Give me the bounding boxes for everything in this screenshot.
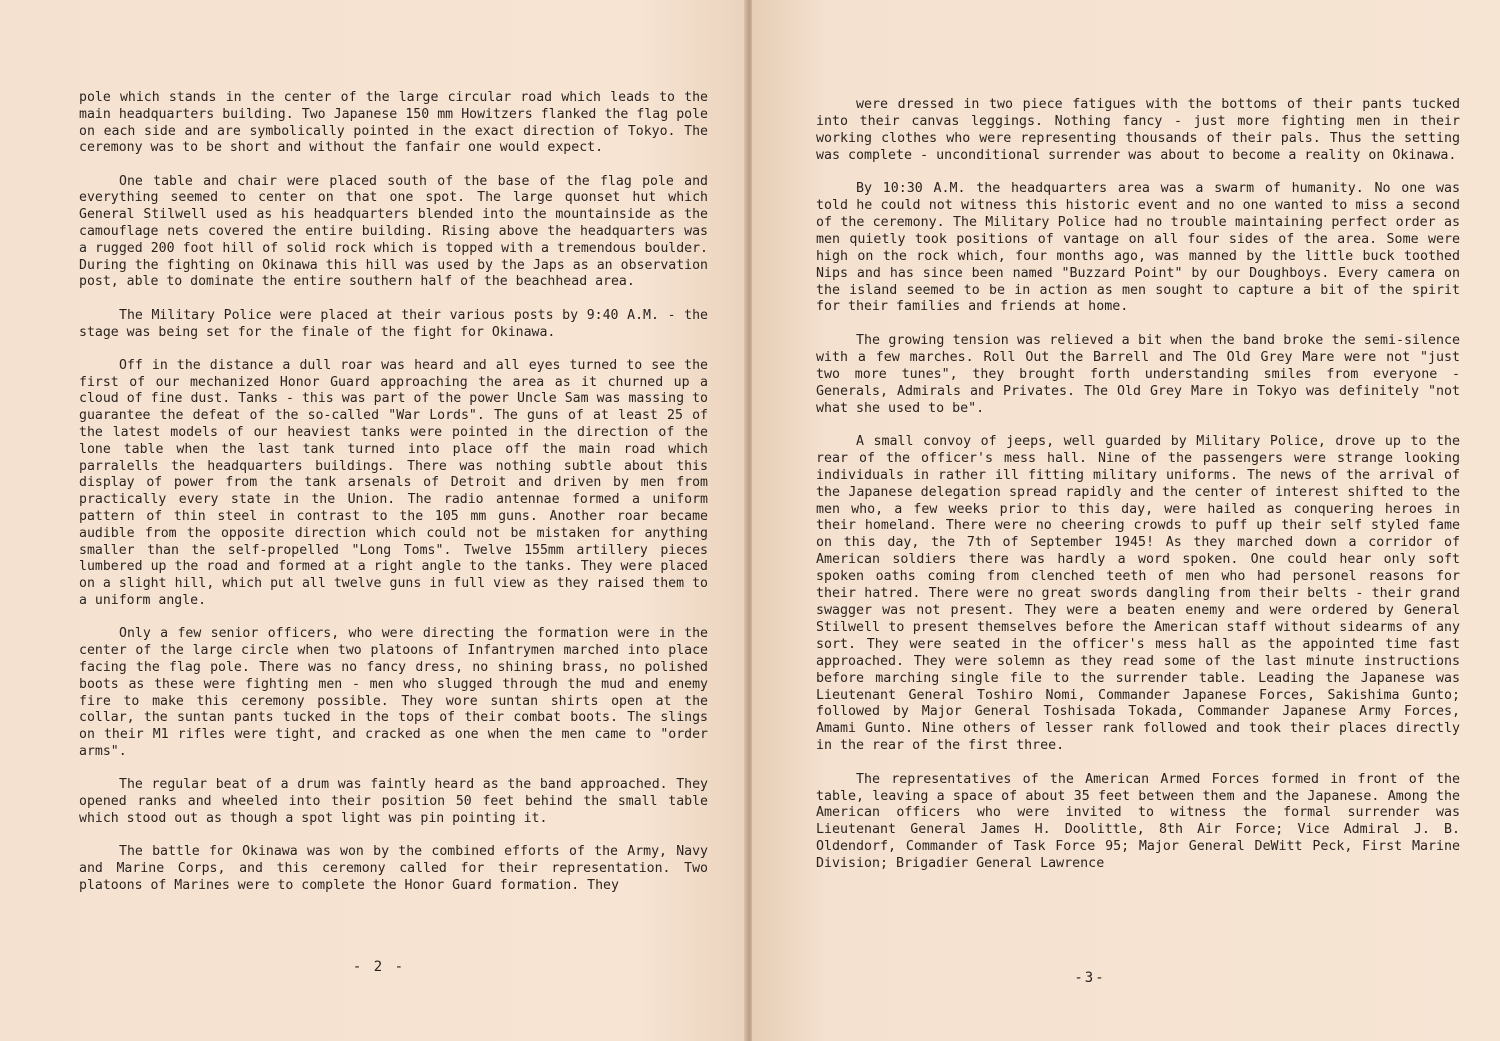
paragraph: pole which stands in the center of the large circular road which leads to the main headquarters building. Two Japanese 150 mm Howitzers flanked the flag pole on each side and are symbolically pointed in the exact direction of Tokyo. The ceremony was to be short and without the fanfair one would expect. xyxy=(79,90,708,156)
paragraph: By 10:30 A.M. the headquarters area was a swarm of humanity. No one was told he could not witness this historic event and no one wanted to miss a second of the ceremony. The Military Police had no trouble maintaining perfect order as men quietly took positions of vantage on all four sides of the area. Some were high on the rock which, four months ago, was manned by the little buck toothed Nips and has since been named "Buzzard Point" by our Doughboys. Every camera on the island seemed to be in action as men sought to capture a bit of the spirit for their families and friends at home. xyxy=(816,181,1460,315)
paragraph: The regular beat of a drum was faintly heard as the band approached. They opened ranks and wheeled into their position 50 feet behind the small table which stood out as though a spot light was pin pointing it. xyxy=(79,777,708,826)
left-page xyxy=(0,0,748,1041)
paragraph: The representatives of the American Armed Forces formed in front of the table, leaving a space of about 35 feet between them and the Japanese. Among the American officers who were invited to witness the formal surrender was Lieutenant General James H. Doolittle, 8th Air Force; Vice Admiral J. B. Oldendorf, Commander of Task Force 95; Major General DeWitt Peck, First Marine Division; Brigadier General Lawrence xyxy=(816,771,1460,872)
paragraph: The growing tension was relieved a bit when the band broke the semi-silence with a few marches. Roll Out the Barrell and The Old Grey Mare were not "just two more tunes", they brought forth understanding smiles from everyone - Generals, Admirals and Privates. The Old Grey Mare in Tokyo was definitely "not what she used to be". xyxy=(816,332,1460,416)
paragraph: The battle for Okinawa was won by the combined efforts of the Army, Navy and Marine Corps, and this ceremony called for their representation. Two platoons of Marines were to complete the Honor Guard formation. They xyxy=(79,844,708,893)
paragraph: The Military Police were placed at their various posts by 9:40 A.M. - the stage was being set for the finale of the fight for Okinawa. xyxy=(79,307,708,340)
paragraph: A small convoy of jeeps, well guarded by Military Police, drove up to the rear of the officer's mess hall. Nine of the passengers were strange looking individuals in rather ill fitting military uniforms. The news of the arrival of the Japanese delegation spread rapidly and the center of interest shifted to the men who, a few weeks prior to this day, were hailed as conquering heroes in their homeland. There were no cheering crowds to puff up their self styled fame on this day, the 7th of September 1945! As they marched down a corridor of American soldiers there was hardly a word spoken. One could hear only soft spoken oaths coming from clenched teeth of men who had personel reasons for their hatred. There were no great swords dangling from their belts - their grand swagger was not present. They were a beaten enemy and were ordered by General Stilwell to present themselves before the American staff without sidearms of any sort. They were seated in the officer's mess hall as the appointed time fast approached. They were solemn as they read some of the last minute instructions before marching single file to the surrender table. Leading the Japanese was Lieutenant General Toshiro Nomi, Commander Japanese Forces, Sakishima Gunto; followed by Major General Toshisada Tokada, Commander Japanese Army Forces, Amami Gunto. Nine others of lesser rank followed and took their places directly in the rear of the first three. xyxy=(816,433,1460,754)
right-page xyxy=(752,0,1500,1041)
paragraph: Off in the distance a dull roar was heard and all eyes turned to see the first of our mechanized Honor Guard approaching the area as it churned up a cloud of fine dust. Tanks - this was part of the power Uncle Sam was massing to guarantee the defeat of the so-called "War Lords". The guns of at least 25 of the latest models of our heaviest tanks were pointed in the direction of the lone table when the last tank turned into place off the main road which parralells the headquarters buildings. There was nothing subtle about this display of power from the tank arsenals of Detroit and driven by men from practically every state in the Union. The radio antennae formed a uniform pattern of thin steel in contrast to the 105 mm guns. Another roar became audible from the opposite direction which could not be mistaken for anything smaller than the self-propelled "Long Toms". Twelve 155mm artillery pieces lumbered up the road and formed at a right angle to the tanks. They were placed on a slight hill, which put all twelve guns in full view as they raised them to a uniform angle. xyxy=(79,357,708,609)
page-number: - 2 - xyxy=(352,959,406,975)
paragraph: were dressed in two piece fatigues with the bottoms of their pants tucked into their canvas leggings. Nothing fancy - just more fighting men in their working clothes who were representing thousands of their pals. Thus the setting was complete - unconditional surrender was about to become a reality on Okinawa. xyxy=(816,97,1460,163)
paragraph: One table and chair were placed south of the base of the flag pole and everything seemed to center on that one spot. The large quonset hut which General Stilwell used as his headquarters blended into the mountainside as the camouflage nets covered the entire building. Rising above the headquarters was a rugged 200 foot hill of solid rock which is topped with a tremendous boulder. During the fighting on Okinawa this hill was used by the Japs as an observation post, able to dominate the entire southern half of the beachhead area. xyxy=(79,173,708,290)
page-number: -3- xyxy=(1074,970,1106,986)
paragraph: Only a few senior officers, who were directing the formation were in the center of the large circle when two platoons of Infantrymen marched into place facing the flag pole. There was no fancy dress, no shining brass, no polished boots as these were fighting men - men who slugged through the mud and enemy fire to make this ceremony possible. They wore suntan shirts open at the collar, the suntan pants tucked in the tops of their combat boots. The slings on their M1 rifles were tight, and cracked as one when the men came to "order arms". xyxy=(79,626,708,759)
